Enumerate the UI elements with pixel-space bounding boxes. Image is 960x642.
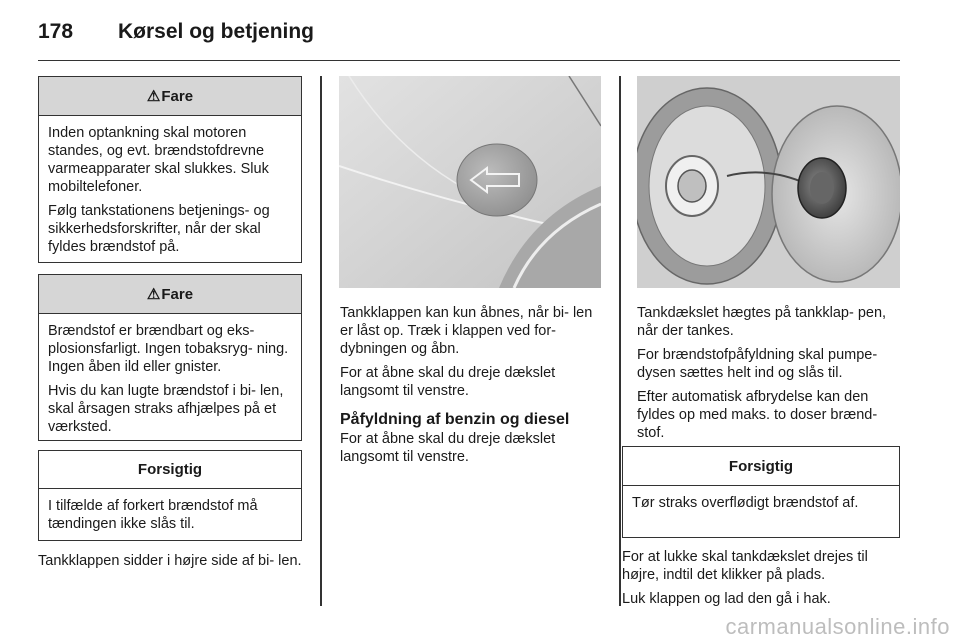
danger-box-body <box>39 314 301 444</box>
body-paragraph: Tankklappen kan kun åbnes, når bi- len er låst op. Træk i klappen ved for- dybningen og åbn. <box>340 305 593 357</box>
warning-triangle-icon: ⚠ <box>146 286 161 303</box>
caution-box-title <box>623 447 899 486</box>
fuel-flap-illustration <box>339 76 601 288</box>
fuel-cap-illustration <box>637 76 900 288</box>
column-3-body-lower <box>622 548 902 614</box>
danger-paragraph: Inden optankning skal motoren standes, og evt. brændstofdrevne varmeapparater skal slukkes. Sluk mobiltelefoner. <box>48 125 269 195</box>
body-paragraph: For brændstofpåfyldning skal pumpe- dysen sættes helt ind og slås til. <box>637 347 878 381</box>
warning-triangle-icon: ⚠ <box>146 88 161 105</box>
caution-paragraph: I tilfælde af forkert brændstof må tændingen ikke slås til. <box>48 498 258 532</box>
caution-box-body <box>623 486 899 520</box>
column-divider <box>320 76 322 606</box>
column-divider <box>619 76 621 606</box>
column-3-body <box>637 304 905 448</box>
body-paragraph: For at åbne skal du dreje dækslet langsomt til venstre. <box>340 431 556 465</box>
danger-paragraph: Hvis du kan lugte brændstof i bi- len, skal årsagen straks afhjælpes på et værksted. <box>48 383 284 435</box>
danger-label: Fare <box>161 285 194 303</box>
danger-box-2 <box>38 274 302 441</box>
danger-box-title <box>39 77 301 116</box>
danger-paragraph: Følg tankstationens betjenings- og sikkerhedsforskrifter, når der skal fyldes brændstof på. <box>48 203 270 255</box>
body-paragraph: Tankdækslet hægtes på tankklap- pen, når der tankes. <box>637 305 887 339</box>
danger-box-title <box>39 275 301 314</box>
body-paragraph: Efter automatisk afbrydelse kan den fyldes op med maks. to doser brænd- stof. <box>637 389 878 441</box>
danger-box-1 <box>38 76 302 263</box>
caution-label: Forsigtig <box>728 457 794 475</box>
danger-paragraph: Brændstof er brændbart og eks- plosionsfarligt. Ingen tobaksryg- ning. Ingen åben ild eller gnister. <box>48 323 289 375</box>
site-watermark: carmanualsonline.info <box>725 614 950 639</box>
body-paragraph: For at lukke skal tankdækslet drejes til højre, indtil det klikker på plads. <box>622 549 868 583</box>
section-heading: Påfyldning af benzin og diesel <box>340 411 570 428</box>
danger-box-body <box>39 116 301 264</box>
column-1-body <box>38 552 302 576</box>
caution-label: Forsigtig <box>137 461 203 478</box>
body-paragraph: Tankklappen sidder i højre side af bi- len. <box>38 553 302 569</box>
page-number: 178 <box>38 20 74 43</box>
caution-box-1 <box>38 450 302 541</box>
caution-box-2 <box>622 446 900 538</box>
caution-box-title <box>39 451 301 489</box>
danger-label: Fare <box>161 87 194 105</box>
body-paragraph: For at åbne skal du dreje dækslet langsomt til venstre. <box>340 365 556 399</box>
caution-box-body <box>39 489 301 541</box>
caution-paragraph: Tør straks overflødigt brændstof af. <box>632 495 859 511</box>
page-header <box>38 20 900 61</box>
body-paragraph: Luk klappen og lad den gå i hak. <box>622 591 831 607</box>
column-2-body <box>340 304 604 472</box>
chapter-title: Kørsel og betjening <box>118 20 315 43</box>
